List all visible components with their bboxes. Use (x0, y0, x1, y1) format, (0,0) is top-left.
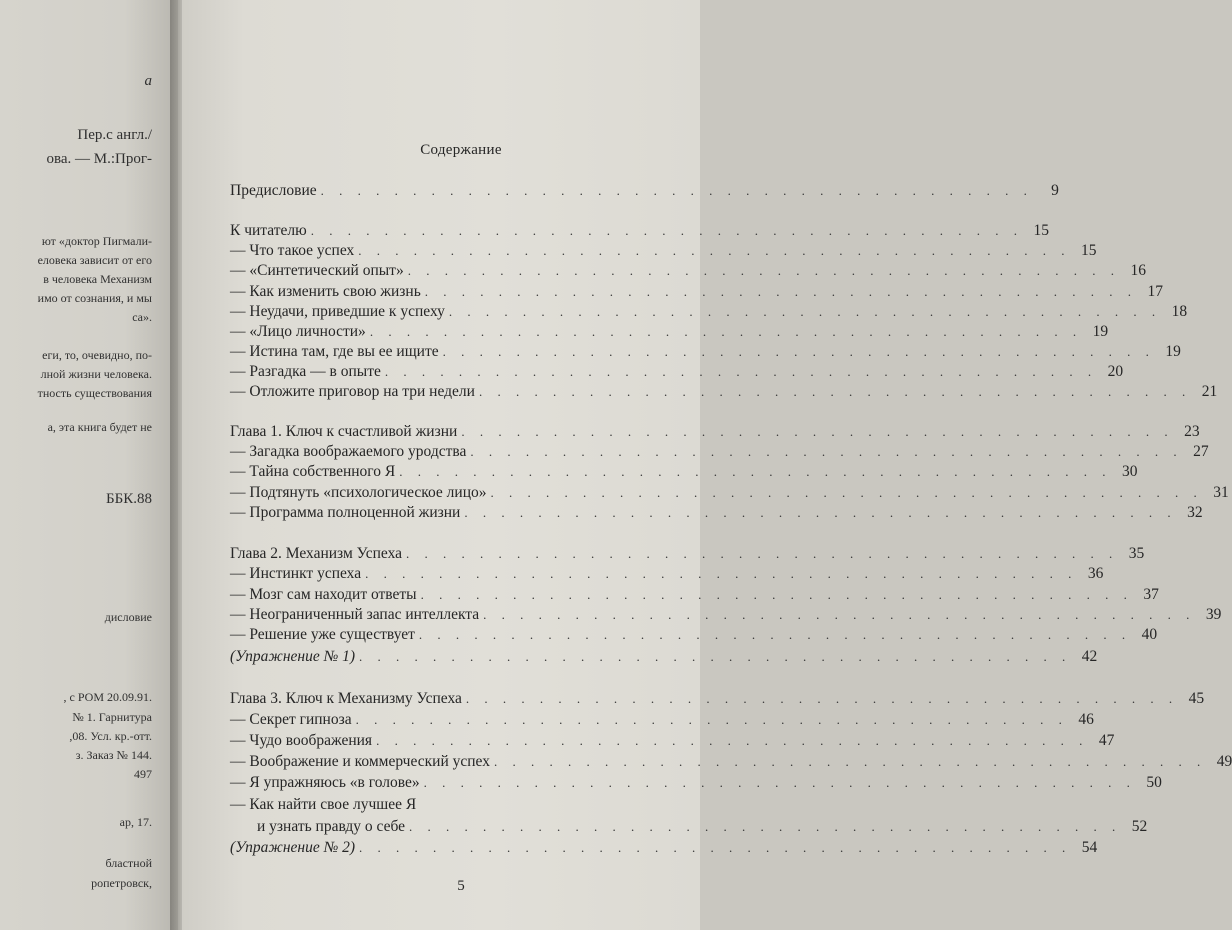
toc-entry (230, 710, 1094, 730)
toc-leader-dots: . . . . . . . . . . . . . . . . . . . . . . . . . . . . . . . . . . . . . . . (493, 754, 1207, 769)
toc-entry-title: Глава 1. Ключ к счастливой жизни (230, 423, 458, 440)
toc-entry (257, 817, 1148, 837)
toc-entry-page: 23 (1184, 423, 1200, 440)
toc-entry (230, 282, 1164, 302)
toc-entry (230, 241, 1097, 261)
toc-entry-title: и узнать правду о себе (257, 818, 406, 835)
toc-leader-dots: . . . . . . . . . . . . . . . . . . . . . . . . . . . . . . . . . . . . . . . (359, 840, 1072, 855)
toc-entry-title: — Я упражняюсь «в голове» (230, 774, 420, 791)
toc-entry-title: — Мозг сам находит ответы (230, 586, 417, 603)
toc-entry-title: — Тайна собственного Я (230, 463, 396, 480)
toc-entry (230, 544, 1145, 564)
toc-entry-page: 54 (1081, 839, 1098, 856)
toc-entry-title: — Программа полноценной жизни (230, 504, 461, 521)
toc-entry-title: — «Лицо личности» (230, 323, 366, 340)
toc-entry (230, 731, 1115, 751)
toc-entry-title: — Секрет гипноза (230, 711, 352, 728)
toc-entry-continuation: — Как найти свое лучшее Я (230, 796, 417, 813)
left-page-fragment: , с РОМ 20.09.91. (63, 690, 152, 704)
toc-entry (230, 605, 1222, 625)
toc-leader-dots: . . . . . . . . . . . . . . . . . . . . . . . . . . . . . . . . . . . . . . . (464, 505, 1177, 520)
toc-entry-page: 40 (1141, 626, 1158, 643)
toc-leader-dots: . . . . . . . . . . . . . . . . . . . . . . . . . . . . . . . . . . . . . . . (420, 587, 1133, 602)
toc-entry-page: 21 (1201, 383, 1218, 400)
toc-entry-title: — Воображение и коммерческий успех (230, 753, 490, 770)
left-page-fragment: а, эта книга будет не (47, 420, 152, 434)
toc-entry-page: 37 (1143, 586, 1159, 603)
toc-entry-page: 49 (1216, 753, 1232, 770)
toc-entry-title: (Упражнение № 1) (230, 648, 355, 665)
toc-entry-page: 42 (1081, 648, 1098, 665)
toc-leader-dots: . . . . . . . . . . . . . . . . . . . . . . . . . . . . . . . . . . . . . . . (406, 546, 1119, 561)
left-page-fragment: лной жизни человека. (40, 367, 152, 381)
left-page-fragment: з. Заказ № 144. (75, 748, 152, 762)
left-page-fragment: дисловие (104, 610, 152, 624)
toc-entry-title: — Отложите приговор на три недели (230, 383, 475, 400)
toc-entry (230, 342, 1181, 362)
toc-entry-title: — Истина там, где вы ее ищите (230, 343, 439, 360)
toc-entry-title: — Загадка воображаемого уродства (230, 443, 467, 460)
left-page-fragment: еловека зависит от его (37, 253, 152, 267)
toc-leader-dots: . . . . . . . . . . . . . . . . . . . . . . . . . . . . . . . . . . . . . . . (407, 263, 1120, 278)
toc-leader-dots: . . . . . . . . . . . . . . . . . . . . . . . . . . . . . . . . . . . . . . . (384, 364, 1098, 379)
toc-entry (230, 422, 1200, 442)
toc-entry (230, 221, 1049, 241)
toc-entry-page: 15 (1081, 242, 1097, 259)
toc-entry-page: 27 (1193, 443, 1209, 460)
toc-entry-title: — Неудачи, приведшие к успеху (230, 303, 445, 320)
left-page-fragment: ББК.88 (106, 491, 152, 507)
toc-entry-title: — Разгадка — в опыте (230, 363, 381, 380)
toc-entry-page: 47 (1098, 732, 1115, 749)
toc-leader-dots: . . . . . . . . . . . . . . . . . . . . . . . . . . . . . . . . . . . . . . . (442, 344, 1155, 359)
toc-entry (230, 382, 1218, 402)
left-page-fragment: ова. — М.:Прог- (46, 151, 152, 167)
toc-title: Содержание (420, 142, 502, 158)
toc-entry (230, 625, 1158, 645)
toc-entry (230, 752, 1232, 772)
toc-entry (230, 362, 1124, 382)
toc-entry-title: — Что такое успех (230, 242, 355, 259)
left-page-fragment: ,08. Усл. кр.-отт. (69, 729, 152, 743)
left-page-fragment: Пер.с англ./ (77, 127, 152, 143)
left-page-fragment: ропетровск, (91, 876, 152, 890)
toc-entry-title: Глава 2. Механизм Успеха (230, 545, 403, 562)
toc-entry (230, 773, 1162, 793)
toc-leader-dots: . . . . . . . . . . . . . . . . . . . . . . . . . . . . . . . . . . . . . . . (359, 649, 1072, 664)
toc-entry-page: 17 (1147, 283, 1164, 300)
toc-entry-page: 36 (1087, 565, 1104, 582)
toc-entry-page: 50 (1146, 774, 1162, 791)
toc-leader-dots: . . . . . . . . . . . . . . . . . . . . . . . . . . . . . . . . . . . . . . . (465, 691, 1179, 706)
left-page-fragment: еги, то, очевидно, по- (42, 348, 152, 362)
toc-leader-dots: . . . . . . . . . . . . . . . . . . . . . . . . . . . . . . . . . . . . . . . (399, 464, 1112, 479)
left-page-fragment: тность существования (37, 386, 152, 400)
toc-entry-page: 32 (1187, 504, 1203, 521)
toc-entry-page: 15 (1033, 222, 1049, 239)
toc-entry-title: — Подтянуть «психологическое лицо» (230, 484, 487, 501)
left-page-fragment: в человека Механизм (43, 272, 152, 286)
toc-leader-dots: . . . . . . . . . . . . . . . . . . . . . . . . . . . . . . . . . . . . . . . (490, 485, 1203, 500)
toc-entry (230, 261, 1146, 281)
toc-entry-title: Предисловие (230, 182, 317, 199)
toc-entry-title: — «Синтетический опыт» (230, 262, 404, 279)
left-page-fragment: ар, 17. (119, 815, 152, 829)
toc-entry (230, 322, 1109, 342)
toc-entry-page: 9 (1051, 182, 1059, 199)
left-page-fragment: са». (132, 310, 152, 324)
toc-leader-dots: . . . . . . . . . . . . . . . . . . . . . . . . . . . . . . . . . . . . . . . (409, 819, 1122, 834)
toc-entry-page: 45 (1188, 690, 1205, 707)
toc-entry (230, 503, 1203, 523)
toc-entry-page: 35 (1128, 545, 1145, 562)
toc-leader-dots: . . . . . . . . . . . . . . . . . . . . . . . . . . . . . . . . . . . . . . . (418, 627, 1132, 642)
toc-entry-page: 18 (1171, 303, 1188, 320)
left-page-fragment: ют «доктор Пигмали- (41, 234, 152, 248)
toc-entry-page: 20 (1107, 363, 1124, 380)
toc-entry-page: 31 (1213, 484, 1229, 501)
toc-entry-page: 52 (1131, 818, 1148, 835)
toc-entry (230, 483, 1229, 503)
left-page-fragment: а (144, 73, 152, 89)
toc-entry-title: — Неограниченный запас интеллекта (230, 606, 480, 623)
toc-leader-dots: . . . . . . . . . . . . . . . . . . . . . . . . . . . . . . . . . . . . . . . (376, 733, 1089, 748)
toc-entry-page: 46 (1078, 711, 1094, 728)
toc-entry-title: — Инстинкт успеха (230, 565, 362, 582)
toc-entry-page: 16 (1130, 262, 1146, 279)
left-page-fragment: имо от сознания, и мы (37, 291, 152, 305)
toc-leader-dots: . . . . . . . . . . . . . . . . . . . . . . . . . . . . . . . . . . . . . . . (448, 304, 1162, 319)
toc-leader-dots: . . . . . . . . . . . . . . . . . . . . . . . . . . . . . . . . . . . . . . . (369, 324, 1083, 339)
toc-entry (230, 302, 1188, 322)
toc-entry (230, 181, 1059, 201)
page-number: 5 (457, 878, 465, 894)
toc-leader-dots: . . . . . . . . . . . . . . . . . . . . . . . . . . . . . . . . . . . . . . . (423, 775, 1136, 790)
toc-entry-title: — Чудо воображения (230, 732, 373, 749)
left-page (0, 0, 178, 930)
toc-entry (230, 689, 1205, 709)
toc-entry-title: К читателю (230, 222, 307, 239)
toc-leader-dots: . . . . . . . . . . . . . . . . . . . . . . . . . . . . . . . . . . . . . . . (478, 384, 1192, 399)
toc-entry-title: (Упражнение № 2) (230, 839, 355, 856)
left-page-fragment: № 1. Гарнитура (72, 710, 152, 724)
toc-entry (230, 838, 1098, 858)
toc-leader-dots: . . . . . . . . . . . . . . . . . . . . . . . . . . . . . . . . . . . . . . . (310, 223, 1023, 238)
right-page (182, 0, 1232, 930)
toc-leader-dots: . . . . . . . . . . . . . . . . . . . . . . . . . . . . . . . . . . . . . . . (470, 444, 1183, 459)
toc-leader-dots: . . . . . . . . . . . . . . . . . . . . . . . . . . . . . . . . . . . . . . . (461, 424, 1174, 439)
toc-entry-page: 19 (1092, 323, 1109, 340)
toc-leader-dots: . . . . . . . . . . . . . . . . . . . . . . . . . . . . . . . . . . . . . . . (355, 712, 1068, 727)
toc-leader-dots: . . . . . . . . . . . . . . . . . . . . . . . . . . . . . . . . . . . . . . . (365, 566, 1078, 581)
toc-entry-page: 30 (1121, 463, 1138, 480)
toc-leader-dots: . . . . . . . . . . . . . . . . . . . . . . . . . . . . . . . . . . . . . . . (424, 284, 1138, 299)
toc-leader-dots: . . . . . . . . . . . . . . . . . . . . . . . . . . . . . . . . . . . . . . . (483, 607, 1196, 622)
toc-entry-title: Глава 3. Ключ к Механизму Успеха (230, 690, 462, 707)
toc-leader-dots: . . . . . . . . . . . . . . . . . . . . . . . . . . . . . . . . . . . . . . . (358, 243, 1071, 258)
toc-entry (230, 462, 1138, 482)
toc-entry-page: 19 (1165, 343, 1181, 360)
toc-entry-page: 39 (1205, 606, 1222, 623)
toc-entry (230, 585, 1159, 605)
toc-entry (230, 564, 1104, 584)
toc-entry-title: — Решение уже существует (230, 626, 415, 643)
left-page-fragment: 497 (134, 767, 152, 781)
toc-entry (230, 442, 1209, 462)
toc-entry (230, 647, 1098, 667)
toc-entry-title: — Как изменить свою жизнь (230, 283, 421, 300)
left-page-fragment: бластной (105, 856, 152, 870)
toc-leader-dots: . . . . . . . . . . . . . . . . . . . . . . . . . . . . . . . . . . . . . . . (320, 183, 1033, 198)
